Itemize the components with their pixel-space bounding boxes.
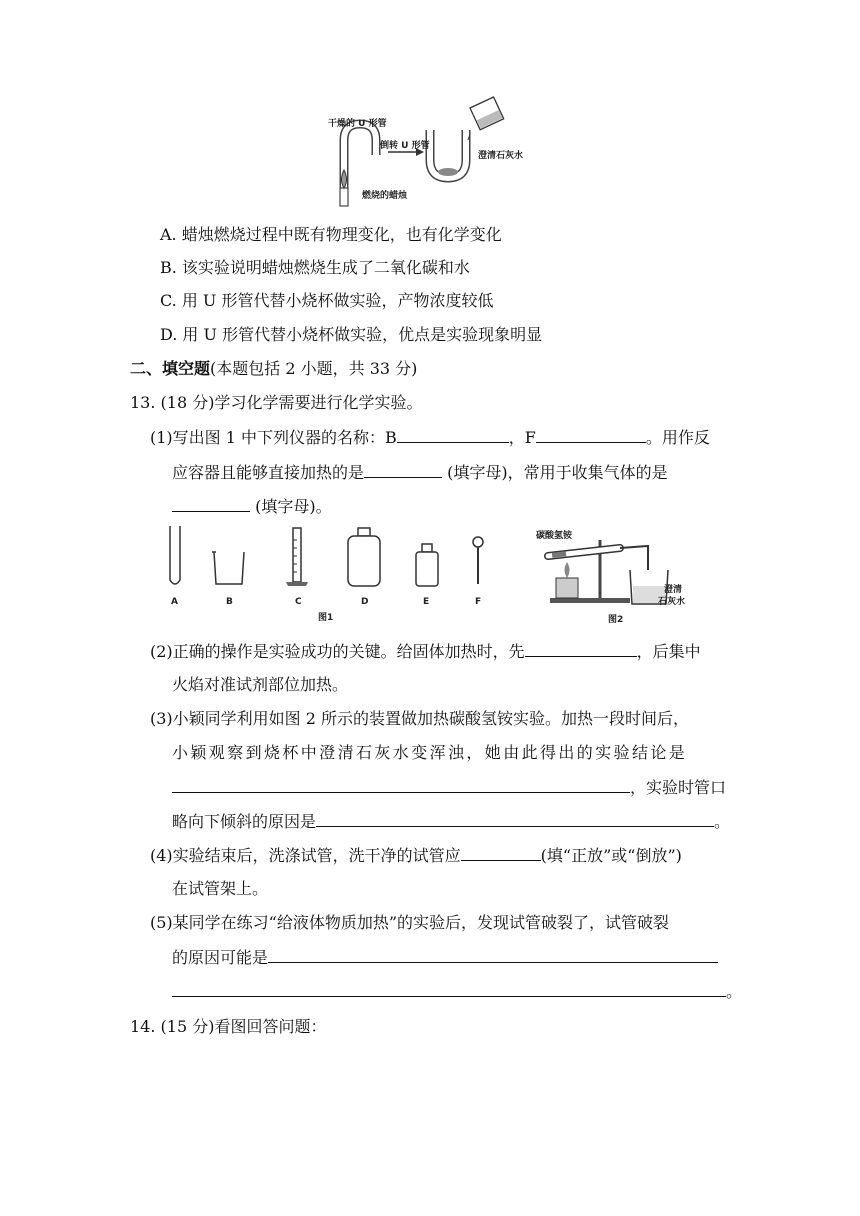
fig2-label-limewater-2: 石灰水: [658, 597, 686, 607]
q13-part3-line3: [172, 776, 726, 799]
q13-p1-text-f: (填字母)。: [250, 497, 332, 516]
fig2-caption: 图2: [608, 615, 624, 625]
fig2-label-limewater-1: 澄清: [664, 585, 683, 595]
q13-p1-text-c: 。用作反: [645, 428, 710, 447]
q13-p5-text-b: 的原因可能是: [172, 948, 269, 967]
q14-stem: 14. (15 分)看图回答问题：: [130, 1017, 327, 1036]
q13-part4-line2: 在试管架上。: [172, 879, 269, 898]
section-note: (本题包括 2 小题，共 33 分): [210, 359, 418, 378]
q13-part3-line4: [172, 810, 730, 833]
figure-1-instruments: [160, 522, 500, 627]
beaker-icon: [214, 552, 244, 584]
figure-2-apparatus: [530, 526, 730, 628]
q13-part1-line3: [172, 495, 332, 518]
section-heading: [130, 358, 417, 380]
fig1-label-e: E: [423, 597, 430, 607]
q13-part2-line1: [150, 640, 701, 663]
answer-blank-crack-reason-2[interactable]: [172, 980, 726, 997]
answer-blank-crack-reason-1[interactable]: [268, 946, 718, 963]
q13-stem: 13. (18 分)学习化学需要进行化学实验。: [130, 393, 423, 412]
q13-p1-text-a: (1)写出图 1 中下列仪器的名称：B: [150, 428, 397, 447]
fig1-label-d: D: [361, 597, 369, 607]
q13-p3-text-c: ，实验时管口: [630, 778, 727, 797]
label-invert-u-tube: 倒转 U 形管: [380, 141, 430, 151]
fig1-caption: 图1: [318, 613, 334, 623]
graduated-cylinder-icon: [286, 528, 308, 586]
q13-p4-text-b: (填“正放”或“倒放”): [540, 846, 682, 865]
q13-p2-text-b: ，后集中: [636, 642, 701, 661]
option-b: B. 该实验说明蜡烛燃烧生成了二氧化碳和水: [160, 258, 470, 277]
q13-p1-text-b: ，F: [508, 428, 536, 447]
answer-blank-conclusion[interactable]: [172, 776, 630, 793]
label-limewater: 澄清石灰水: [478, 151, 524, 161]
answer-blank-heatable[interactable]: [364, 461, 442, 478]
fig1-label-b: B: [226, 597, 233, 607]
q13-p1-text-e: (填字母)，常用于收集气体的是: [442, 463, 668, 482]
candle-u-tube-figure: [320, 100, 550, 210]
answer-blank-preheat[interactable]: [525, 640, 637, 657]
q13-part4-line1: [150, 844, 682, 867]
fig1-label-c: C: [295, 597, 302, 607]
q13-p4-text-a: (4)实验结束后，洗涤试管，洗干净的试管应: [150, 846, 461, 865]
fig1-label-f: F: [475, 597, 482, 607]
q13-p5-text-c: 。: [726, 982, 743, 1001]
q13-part5-line2: [172, 946, 718, 969]
reagent-bottle-icon: [416, 544, 438, 586]
gas-collecting-bottle-icon: [348, 528, 380, 586]
answer-blank-tube-position[interactable]: [461, 844, 541, 861]
q13-part3-line1: (3)小颖同学利用如图 2 所示的装置做加热碳酸氢铵实验。加热一段时间后，: [150, 709, 690, 728]
q13-part2-line2: 火焰对准试剂部位加热。: [172, 675, 349, 694]
q13-p1-text-d: 应容器且能够直接加热的是: [172, 463, 365, 482]
option-a: A. 蜡烛燃烧过程中既有物理变化，也有化学变化: [160, 225, 502, 244]
q13-part5-line1: (5)某同学在练习“给液体物质加热”的实验后，发现试管破裂了，试管破裂: [150, 913, 670, 932]
label-burning-candle: 燃烧的蜡烛: [362, 191, 408, 201]
option-c: C. 用 U 形管代替小烧杯做实验，产物浓度较低: [160, 291, 494, 310]
combustion-spoon-icon: [473, 537, 483, 584]
q13-p2-text-a: (2)正确的操作是实验成功的关键。给固体加热时，先: [150, 642, 525, 661]
option-d: D. 用 U 形管代替小烧杯做实验，优点是实验现象明显: [160, 325, 543, 344]
q13-p3-text-d: 略向下倾斜的原因是: [172, 812, 317, 831]
label-dry-u-tube: 干燥的 U 形管: [328, 119, 387, 129]
q13-p3-text-e: 。: [714, 812, 731, 831]
q13-part1-line1: [150, 426, 710, 449]
fig2-label-reagent: 碳酸氢铵: [536, 531, 573, 541]
test-tube-icon: [170, 526, 180, 584]
q13-part5-line3: [172, 980, 742, 1003]
answer-blank-b[interactable]: [397, 426, 509, 443]
q13-part1-line2: [172, 461, 668, 484]
fig1-label-a: A: [171, 597, 178, 607]
answer-blank-gas-collect[interactable]: [172, 495, 250, 512]
answer-blank-tilt-reason[interactable]: [316, 810, 714, 827]
answer-blank-f[interactable]: [536, 426, 646, 443]
q13-part3-line2: 小颖观察到烧杯中澄清石灰水变浑浊，她由此得出的实验结论是: [172, 743, 688, 762]
section-title: 二、填空题: [130, 359, 211, 378]
